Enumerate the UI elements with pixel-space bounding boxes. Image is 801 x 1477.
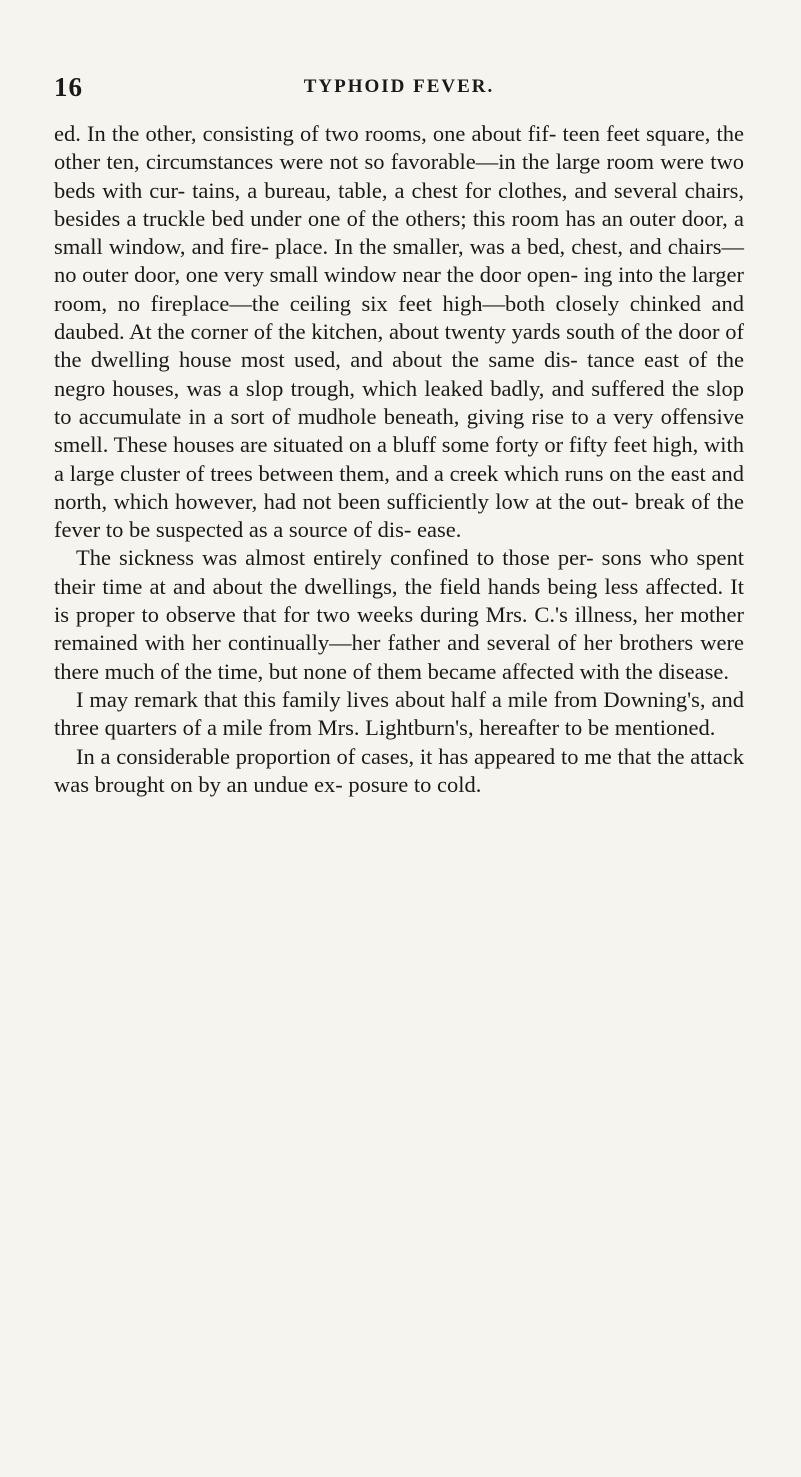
page-header: [54, 72, 744, 112]
paragraph: The sickness was almost entirely confined to those per- sons who spent their time at and about the dwellings, the field hands being less affected. It is proper to observe that for two weeks during Mrs. C.'s illness, her mother remained with her continually—her father and several of her brothers were there much of the time, but none of them became affected with the disease.: [54, 545, 744, 684]
paragraph: ed. In the other, consisting of two rooms, one about fif- teen feet square, the other ten, circumstances were not so favorable—in the large room were two beds with cur- tains, a bureau, table, a chest for clothes, and several chairs, besides a truckle bed under one of the others; this room has an outer door, a small window, and fire- place. In the smaller, was a bed, chest, and chairs—no outer door, one very small window near the door open- ing into the larger room, no fireplace—the ceiling six feet high—both closely chinked and daubed. At the corner of the kitchen, about twenty yards south of the door of the dwelling house most used, and about the same dis- tance east of the negro houses, was a slop trough, which leaked badly, and suffered the slop to accumulate in a sort of mudhole beneath, giving rise to a very offensive smell. These houses are situated on a bluff some forty or fifty feet high, with a large cluster of trees between them, and a creek which runs on the east and north, which however, had not been sufficiently low at the out- break of the fever to be suspected as a source of dis- ease.: [54, 121, 744, 543]
paragraph: I may remark that this family lives about half a mile from Downing's, and three quarters of a mile from Mrs. Lightburn's, hereafter to be mentioned.: [54, 686, 744, 741]
body-text: [54, 120, 744, 799]
running-head: TYPHOID FEVER.: [303, 76, 495, 97]
paragraph: In a considerable proportion of cases, it has appeared to me that the attack was brought on by an undue ex- posure to cold.: [54, 743, 744, 797]
page-number: 16: [54, 72, 83, 102]
